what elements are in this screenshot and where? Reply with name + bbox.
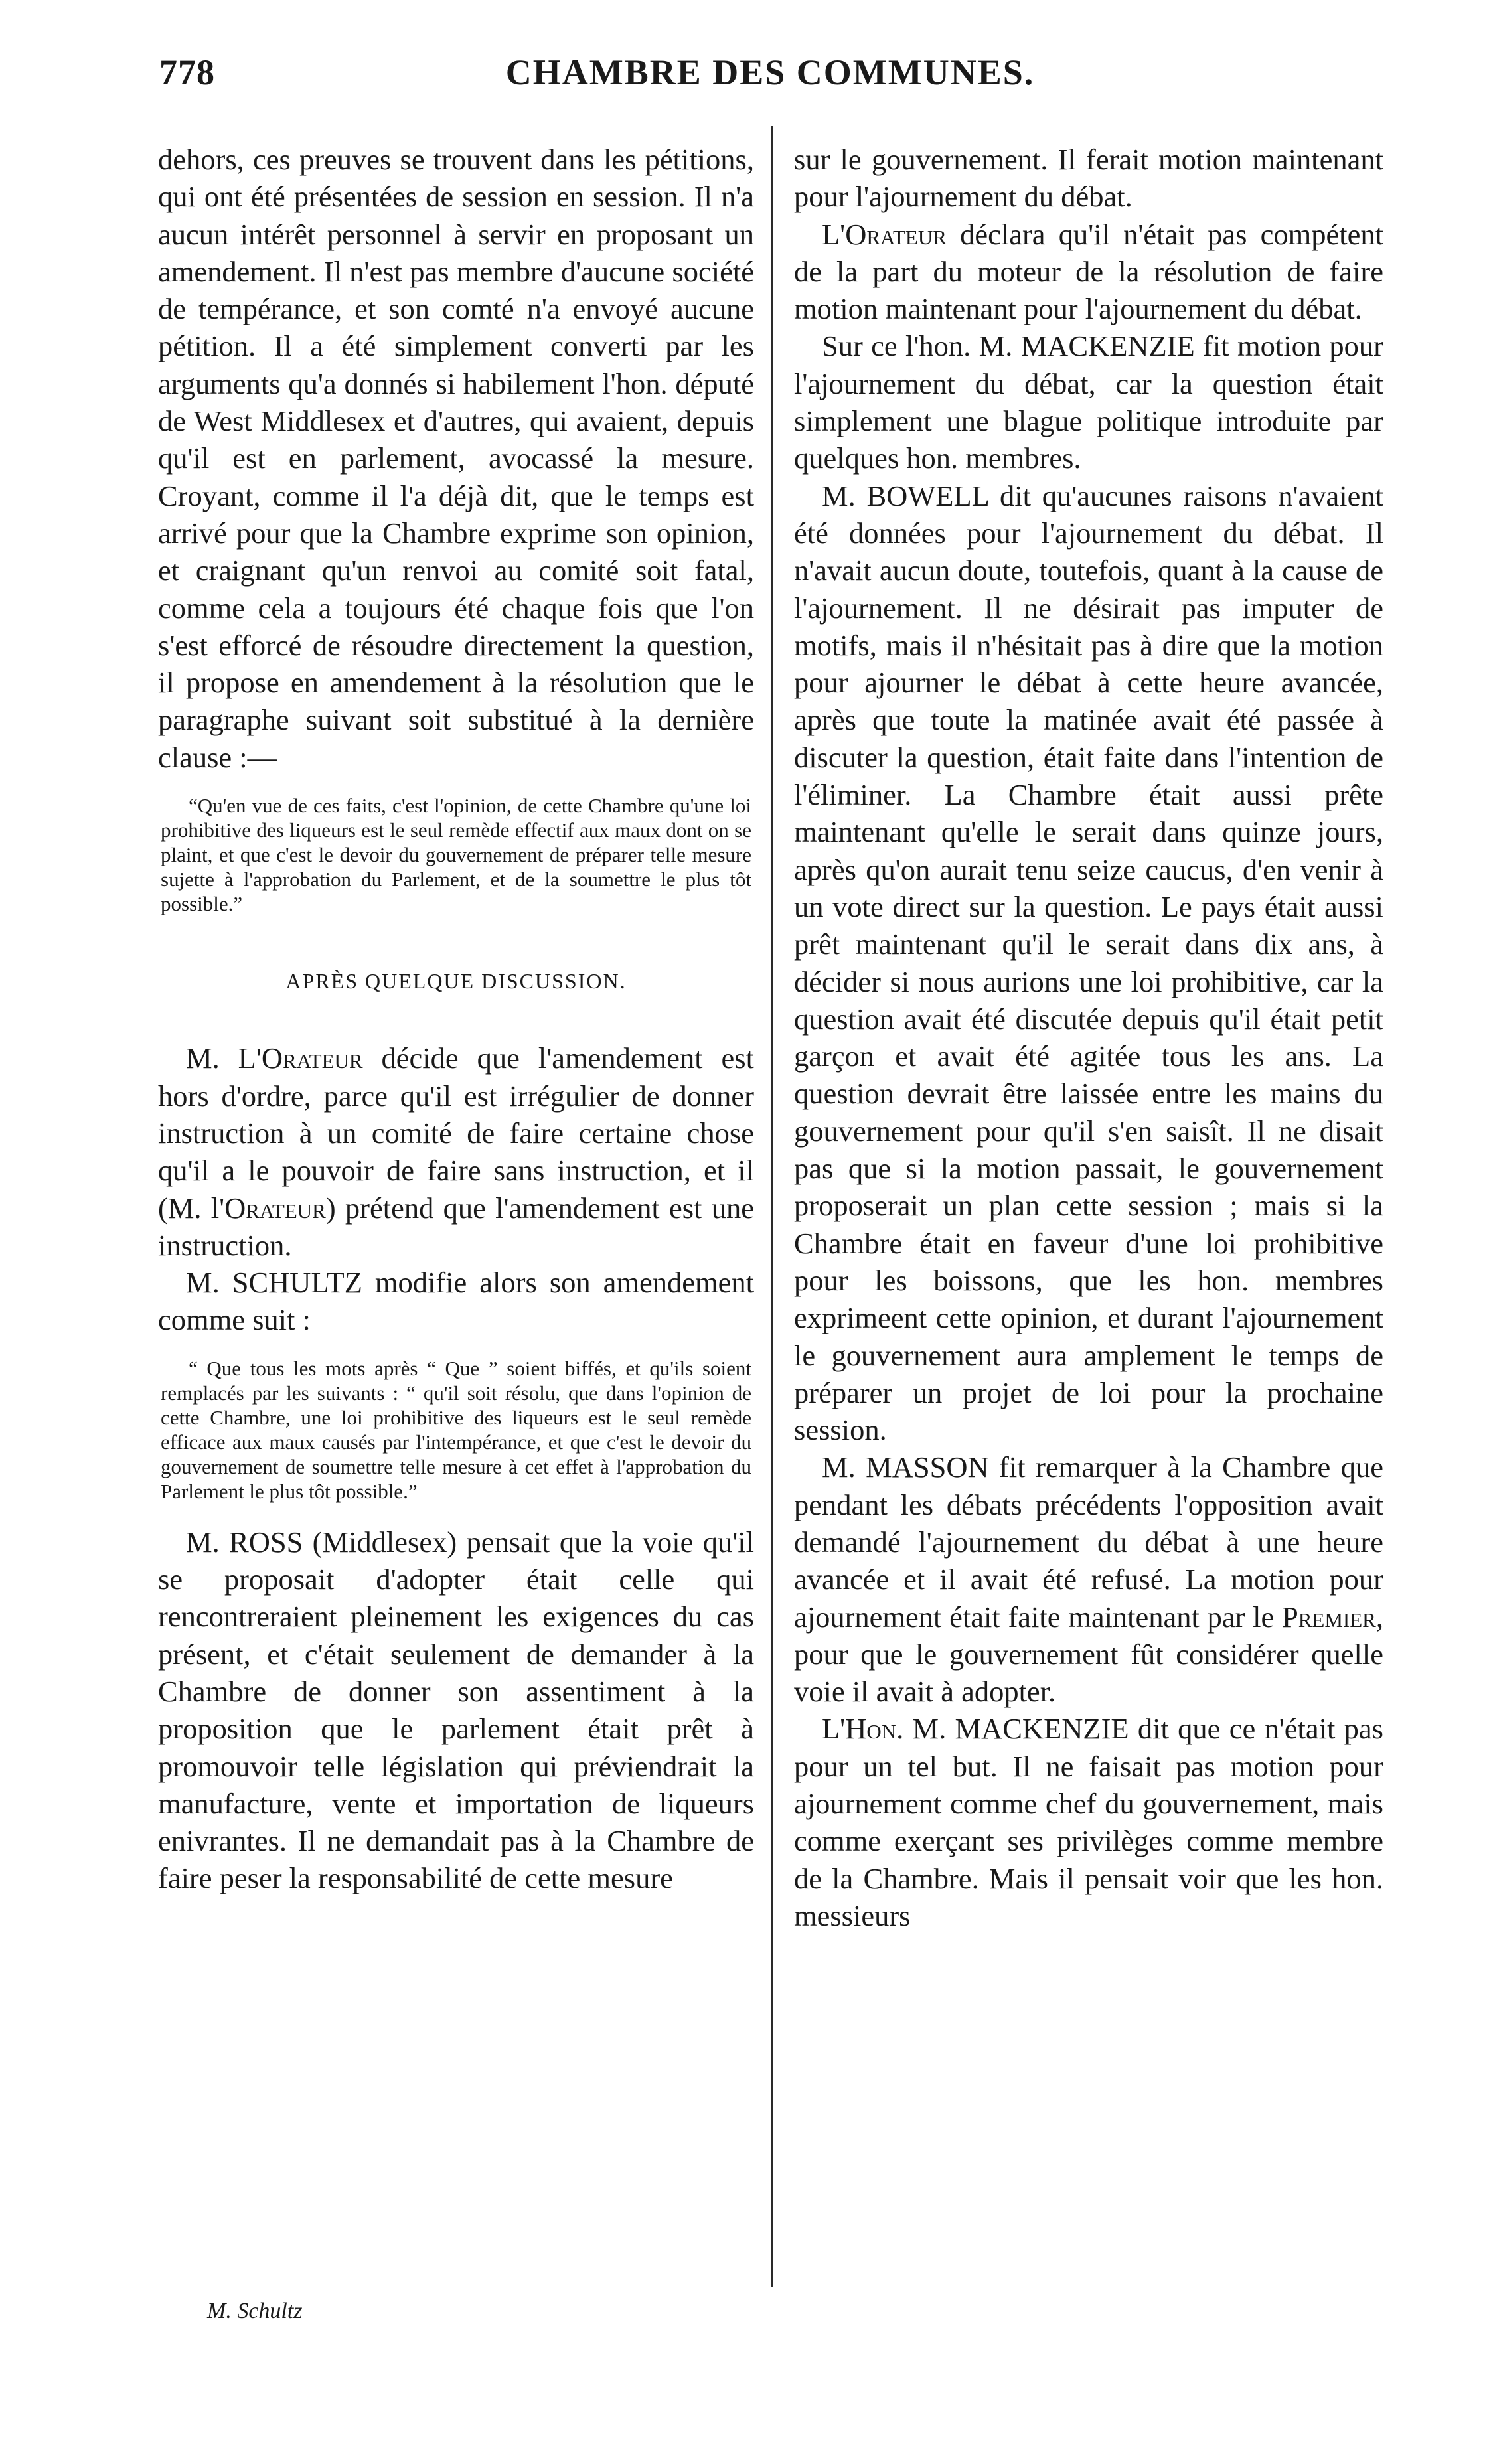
running-title: CHAMBRE DES COMMUNES. [505,52,1035,92]
left-column [158,141,754,1897]
right-column [794,141,1383,1934]
paragraph: M. BOWELL dit qu'aucunes raisons n'avaient été données pour l'ajournement du débat. Il n'avait aucun doute, toutefois, quant à la cause de l'ajournement. Il ne désirait pas imputer de motifs, mais il n'hésitait pas à dire que la motion pour ajourner le débat à cette heure avancée, après que toute la matinée avait été passée à discuter la question, était faite dans l'intention de l'éliminer. La Chambre était aussi prête maintenant qu'elle le serait dans quinze jours, après qu'on aurait tenu seize caucus, d'en venir à un vote direct sur la question. Le pays était aussi prêt maintenant qu'il le serait dans dix ans, à décider si nous aurions une loi prohibitive, car la question avait été discutée depuis qu'il était petit garçon et avait été agitée tous les ans. La question devrait être laissée entre les mains du gouvernement pour qu'il s'en saisît. Il ne disait pas que si la motion passait, le gouvernement proposerait un plan cette session ; mais si la Chambre était en faveur d'une loi prohibitive pour les boissons, que les hon. membres exprimeent cette opinion, et durant l'ajournement le gouvernement aura amplement le temps de préparer un projet de loi pour la prochaine session. [794,479,1383,1447]
paragraph: L'Hon. M. MACKENZIE dit que ce n'était pas pour un tel but. Il ne faisait pas motion pour ajournement comme chef du gouvernement, mais comme exerçant ses privilèges comme membre de la Chambre. Mais il pensait voir que les hon. messieurs [794,1712,1383,1932]
page-number: 778 [159,52,215,92]
paragraph: M. ROSS (Middlesex) pensait que la voie qu'il se proposait d'adopter était celle qui rencontreraient pleinement les exigences du cas présent, et c'était seulement de demander à la Chambre de donner son assentiment à la proposition que le parlement était prêt à promouvoir telle législation qui préviendrait la manufacture, vente et importation de liqueurs enivrantes. Il ne demandait pas à la Chambre de faire peser la responsabilité de cette mesure [158,1525,754,1895]
paragraph: M. L'Orateur décide que l'amendement est hors d'ordre, parce qu'il est irrégulier de donner instruction à un comité de faire certaine chose qu'il a le pouvoir de faire sans instruction, et il (M. l'Orateur) prétend que l'amendement est une instruction. [158,1041,754,1262]
paragraph: L'Orateur déclara qu'il n'était pas compétent de la part du moteur de la résolution de faire motion maintenant pour l'ajournement du débat. [794,217,1383,326]
section-heading: APRÈS QUELQUE DISCUSSION. [285,969,627,994]
column-divider [771,126,773,2287]
paragraph: dehors, ces preuves se trouvent dans les pétitions, qui ont été présentées de session en session. Il n'a aucun intérêt personnel à servir en proposant un amendement. Il n'est pas membre d'aucune société de tempérance, et son comté n'a envoyé aucune pétition. Il a été simplement converti par les arguments qu'a donnés si habilement l'hon. député de West Middlesex et d'autres, qui avaient, depuis qu'il est en parlement, avocassé la mesure. Croyant, comme il l'a déjà dit, que le temps est arrivé pour que la Chambre exprime son opinion, et craignant qu'un renvoi au comité soit fatal, comme cela a toujours été chaque fois que l'on s'est efforcé de résoudre directement la question, il propose en amendement à la résolution que le paragraphe suivant soit substitué à la dernière clause :— [158,143,754,774]
quoted-amendment: “Qu'en vue de ces faits, c'est l'opinion, de cette Chambre qu'une loi prohibitive des liqueurs est le seul remède effectif aux maux dont on se plaint, et que c'est le devoir du gouvernement de préparer telle mesure sujette à l'approbation du Parlement, et de la soumettre le plus tôt possible.” [161,794,751,916]
page-header [159,52,1381,112]
paragraph: sur le gouvernement. Il ferait motion maintenant pour l'ajournement du débat. [794,143,1383,214]
paragraph: M. MASSON fit remarquer à la Chambre que pendant les débats précédents l'opposition avait demandé l'ajournement du débat à une heure avancée et il avait été refusé. La motion pour ajournement était faite maintenant par le Premier, pour que le gouvernement fût considérer quelle voie il avait à adopter. [794,1450,1383,1709]
quoted-amendment: “ Que tous les mots après “ Que ” soient biffés, et qu'ils soient remplacés par les suivants : “ qu'il soit résolu, que dans l'opinion de cette Chambre, une loi prohibitive des liqueurs est le seul remède efficace aux maux causés par l'intempérance, et que c'est le devoir du gouvernement de soumettre telle mesure à cet effet à l'approbation du Parlement le plus tôt possible.” [161,1356,751,1503]
paragraph: M. SCHULTZ modifie alors son amendement comme suit : [158,1266,754,1337]
footer-signature: M. Schultz [207,2299,303,2323]
paragraph: Sur ce l'hon. M. MACKENZIE fit motion pour l'ajournement du débat, car la question était simplement une blague politique introduite par quelques hon. membres. [794,329,1383,475]
